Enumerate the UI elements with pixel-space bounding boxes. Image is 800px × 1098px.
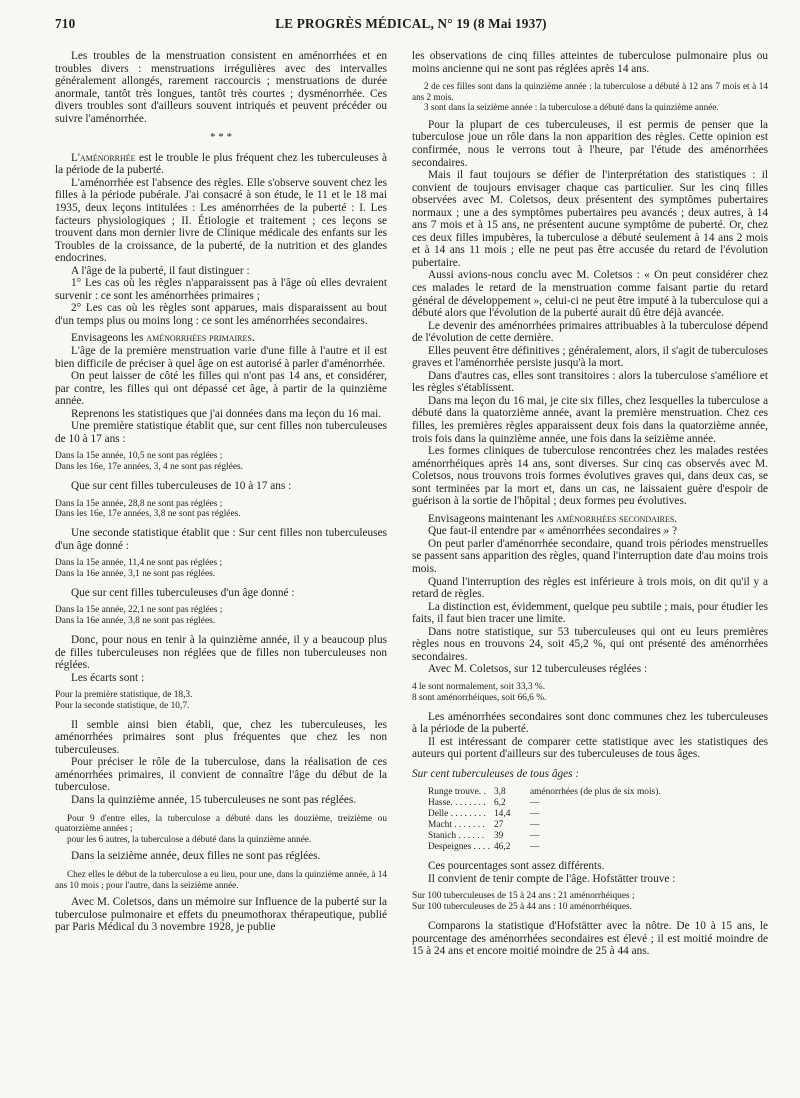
paragraph: Dans ma leçon du 16 mai, je cite six filles, chez lesquelles la tuberculose a débuté dans la quatorzième année, avant la première menstruation. Chez ces filles, les premières règles apparaissent deux fois dans la quatorzième année, trois fois dans la quinzième année, une fois dans la seizième année. [412,394,768,445]
paragraph: Quand l'interruption des règles est inférieure à trois mois, on dit qu'il y a retard de règles. [412,575,768,601]
paragraph: les observations de cinq filles atteintes de tuberculose pulmonaire plus ou moins ancienne qui ne sont pas réglées après 14 ans. [412,50,768,75]
paragraph: Aussi avions-nous conclu avec M. Coletsos : « On peut considérer chez ces malades le retard de la menstruation comme faisant partie du retard général de développement », celui-ci ne peut être imputé à la tuberculose qui a débuté alors que l'évolution de la puberté aurait dû être déjà avancée. [412,269,768,320]
paragraph: Une première statistique établit que, sur cent filles non tuberculeuses de 10 à 17 ans : [55,420,387,445]
footnote-block [412,81,768,113]
statistic-block [412,682,768,704]
paragraph-text: est le trouble le plus fréquent chez les tuberculeuses à la période de la puberté. [55,151,387,177]
table-row [428,842,665,853]
table-cell-note: aménorrhées (de plus de six mois). [529,787,661,798]
statistic-line: Dans la 16e année, 3,8 ne sont pas réglées. [55,616,216,627]
statistic-block [55,690,387,712]
statistic-block [412,891,768,913]
paragraph: Que sur cent filles tuberculeuses de 10 à 17 ans : [71,480,292,492]
statistic-block [55,605,387,627]
statistic-line: Dans les 16e, 17e années, 3,8 ne sont pas réglées. [55,509,241,520]
paragraph: Pour préciser le rôle de la tuberculose, dans la réalisation de ces aménorrhées primaires, il convient de connaître l'âge du début de la tuberculose. [55,756,387,794]
footnote: 2 de ces filles sont dans la quinzième année : la tuberculose a débuté à 12 ans 7 mois et à 14 ans 2 mois. [412,81,768,102]
statistic-block [55,451,387,473]
paragraph: Pour la plupart de ces tuberculeuses, il est permis de penser que la tuberculose joue un rôle dans la non apparition des règles. Cette opinion est confirmée, nous le verrons tout à l'heure, par l'étude des aménorrhées secondaires. [412,118,768,169]
footnote: Pour 9 d'entre elles, la tuberculose a débuté dans les douzième, treizième ou quatorzième années ; [55,812,387,834]
paragraph: Les formes cliniques de tuberculose rencontrées chez les malades restées aménorrhéiques après 14 ans, sont diverses. Sur cinq cas observés avec M. Coletsos, nous trouvons trois formes évolutives graves qui, dans deux cas, se sont terminées par la mort et, dans un cas, ne laissaient guère d'espoir de guérison à la sortie de l'hôpital ; deux formes peu évolutives. [412,445,768,508]
paragraph: Il est intéressant de comparer cette statistique avec les statistiques des auteurs qui portent d'ailleurs sur des tuberculeuses de tous âges. [412,735,768,761]
statistic-line: Pour la seconde statistique, de 10,7. [55,700,190,711]
right-column [412,50,768,958]
footnote: Chez elles le début de la tuberculose a eu lieu, pour une, dans la quinzième année, à 14 ans 10 mois ; pour l'autre, dans la seizième année. [55,868,387,890]
paragraph [55,332,387,345]
paragraph: Les écarts sont : [71,671,145,684]
statistic-line: 4 le sont normalement, soit 33,3 %. [412,681,546,692]
table-cell-note: — [529,820,540,831]
paragraph-text: Envisageons les [71,332,147,345]
small-caps-term: aménorrhées secondaires. [556,512,678,525]
paragraph: Comparons la statistique d'Hofstätter avec la nôtre. De 10 à 15 ans, le pourcentage des aménorrhées secondaires est élevé ; il est moitié moindre de 15 à 24 ans et encore moitié moindre de 25 à 44 ans. [412,919,768,958]
table-row [428,831,665,842]
footnote-block [55,869,387,890]
paragraph: Avec M. Coletsos, sur 12 tuberculeuses réglées : [428,663,648,676]
table-cell-author: Despeignes . . . . [428,842,490,853]
paragraph: Les troubles de la menstruation consistent en aménorrhées et en troubles divers : menstruations irrégulières avec des intervalles généralement allongés, rarement raccourcis ; menstruations de durée anormale, tantôt très longues, tantôt très courtes ; dysménorrhée. Ces divers troubles sont d'ailleurs souvent intriqués et peuvent précéder ou suivre l'aménorrhée. [55,50,387,125]
footnote: pour les 6 autres, la tuberculose a débuté dans la quinzième année. [67,833,312,844]
paragraph: Avec M. Coletsos, dans un mémoire sur Influence de la puberté sur la tuberculose pulmonaire et effets du pneumothorax thérapeutique, publié par Paris Médical du 3 novembre 1928, je publie [55,896,387,934]
table-cell-note: — [529,809,540,820]
table-cell-note: — [529,798,540,809]
paragraph: 2° Les cas où les règles sont apparues, mais disparaissent au bout d'un temps plus ou moins long : ce sont les aménorrhées secondaires. [55,302,387,327]
table-cell-value: 46,2 [493,842,511,853]
table-cell-note: — [529,831,540,842]
statistic-line: 8 sont aménorrhéiques, soit 66,6 %. [412,692,547,703]
paragraph: Il semble ainsi bien établi, que, chez les tuberculeuses, les aménorrhées primaires sont plus fréquentes que chez les non tuberculeuses. [55,718,387,756]
paragraph: A l'âge de la puberté, il faut distinguer : [71,264,250,277]
statistic-block [55,558,387,580]
journal-title: LE PROGRÈS MÉDICAL, N° 19 (8 Mai 1937) [275,16,547,31]
paragraph: Ces pourcentages sont assez différents. [428,860,605,873]
paragraph: Dans notre statistique, sur 53 tuberculeuses qui ont eu leurs premières règles nous en trouvons 24, soit 45,2 %, qui ont présenté des aménorrhées secondaires. [412,625,768,663]
paragraph: Il convient de tenir compte de l'âge. Hofstätter trouve : [428,872,676,885]
table-title [412,768,768,781]
table-cell-value: 3,8 [493,787,506,798]
statistic-line: Pour la première statistique, de 18,3. [55,690,193,701]
paragraph: Une seconde statistique établit que : Sur cent filles non tuberculeuses d'un âge donné : [55,527,387,552]
footnote: 3 sont dans la seizième année : la tuberculose a débuté dans la quinzième année. [424,102,719,113]
table-row [428,798,665,809]
table-cell-author: Macht . . . . . . . [428,820,485,831]
paragraph: 1° Les cas où les règles n'apparaissent pas à l'âge où elles devraient survenir : ce sont les aménorrhées primaires ; [55,277,387,302]
table-cell-author: Hasse. . . . . . . . [428,798,486,809]
statistic-line: Dans la 15e année, 11,4 ne sont pas réglées ; [55,558,223,569]
paragraph: Dans d'autres cas, elles sont transitoires : alors la tuberculose s'améliore et les règles s'établissent. [412,369,768,395]
table-cell-value: 27 [493,820,504,831]
small-caps-term: L'aménorrhée [71,151,136,164]
statistics-table [428,787,665,853]
table-cell-note: — [529,842,540,853]
paragraph: L'âge de la première menstruation varie d'une fille à l'autre et il est bien difficile de préciser à quel âge on est autorisé à parler d'aménorrhée. [55,345,387,370]
paragraph: L'aménorrhée est l'absence des règles. Elle s'observe souvent chez les filles à la période pubérale. J'ai consacré à son étude, le 11 et le 18 mai 1935, deux leçons intitulées : Les aménorrhées de la puberté : I. Les facteurs physiologiques ; II. Étiologie et traitement ; ces leçons se trouvent dans mon dernier livre de Clinique médicale des enfants sur les Troubles de la croissance, de la puberté, de la nutrition et des glandes endocrines. [55,176,387,265]
paragraph: La distinction est, évidemment, quelque peu subtile ; mais, pour étudier les faits, il faut bien tracer une limite. [412,600,768,626]
paragraph: On peut parler d'aménorrhée secondaire, quand trois périodes menstruelles se passent sans apparition des règles, quand l'interruption date d'au moins trois mois. [412,537,768,576]
table-row [428,787,665,798]
paragraph: Donc, pour nous en tenir à la quinzième année, il y a beaucoup plus de filles tuberculeuses non réglées que de filles non tuberculeuses non réglées. [55,633,387,672]
paragraph: Que faut-il entendre par « aménorrhées secondaires » ? [428,525,678,538]
statistic-line: Sur 100 tuberculeuses de 15 à 24 ans : 21 aménorrhéiques ; [412,891,635,902]
statistic-line: Dans la 15e année, 10,5 ne sont pas réglées ; [55,451,223,462]
paragraph: Dans la quinzième année, 15 tuberculeuses ne sont pas réglées. [71,794,357,807]
table-cell-author: Runge trouve. . [428,787,486,798]
table-cell-author: Delle . . . . . . . . [428,809,486,820]
statistic-line: Dans les 16e, 17e années, 3, 4 ne sont pas réglées. [55,462,243,473]
paragraph: Que sur cent filles tuberculeuses d'un âge donné : [71,586,295,599]
table-cell-author: Stanich . . . . . . [428,831,485,842]
table-cell-value: 6,2 [493,798,506,809]
paragraph [55,152,387,177]
table-cell-value: 14,4 [493,809,511,820]
table-row [428,820,665,831]
statistic-line: Dans la 15e année, 28,8 ne sont pas réglées ; [55,498,223,509]
paragraph: Mais il faut toujours se défier de l'interprétation des statistiques : il convient de toujours envisager chaque cas particulier. Sur les cinq filles observées avec M. Coletsos, deux présentent des symptômes pubertaires normaux ; une a des symptômes pubertaires peu avancés ; deux autres, à 14 ans 7 mois et à 15 ans, ne présentent aucune symptôme de puberté. Or, chez ces deux filles impubères, la tuberculose a débuté seulement à 14 ans 2 mois et à 14 ans 11 mois ; elle ne peut pas être accusée du retard de l'évolution pubertaire. [412,169,768,269]
section-separator: * * * [210,131,232,144]
statistic-line: Dans la 16e année, 3,1 ne sont pas réglées. [55,569,216,580]
paragraph: Le devenir des aménorrhées primaires attribuables à la tuberculose dépend de l'évolution de cette dernière. [412,319,768,345]
statistic-line: Dans la 15e année, 22,1 ne sont pas réglées ; [55,605,223,616]
small-caps-term: aménorrhées primaires. [146,332,255,345]
paragraph: Dans la seizième année, deux filles ne sont pas réglées. [71,850,321,863]
paragraph: On peut laisser de côté les filles qui n'ont pas 14 ans, et considérer, par contre, les filles qui ont dépassé cet âge, à partir de la quinzième année. [55,370,387,408]
paragraph [412,513,768,526]
page-number: 710 [55,16,76,31]
paragraph: Reprenons les statistiques que j'ai données dans ma leçon du 16 mai. [71,407,382,420]
statistic-line: Sur 100 tuberculeuses de 25 à 44 ans : 10 aménorrhéiques. [412,902,632,913]
table-title-text: Sur cent tuberculeuses de tous âges : [412,767,580,780]
paragraph: Les aménorrhées secondaires sont donc communes chez les tuberculeuses à la période de la puberté. [412,710,768,736]
paragraph: Elles peuvent être définitives ; généralement, alors, il s'agit de tuberculoses graves et l'aménorrhée persiste jusqu'à la mort. [412,344,768,370]
table-cell-value: 39 [493,831,504,842]
paragraph-text: Envisageons maintenant les [428,512,557,525]
statistic-block [55,499,387,521]
footnote-block [55,813,387,845]
left-column [55,50,387,934]
table-row [428,809,665,820]
